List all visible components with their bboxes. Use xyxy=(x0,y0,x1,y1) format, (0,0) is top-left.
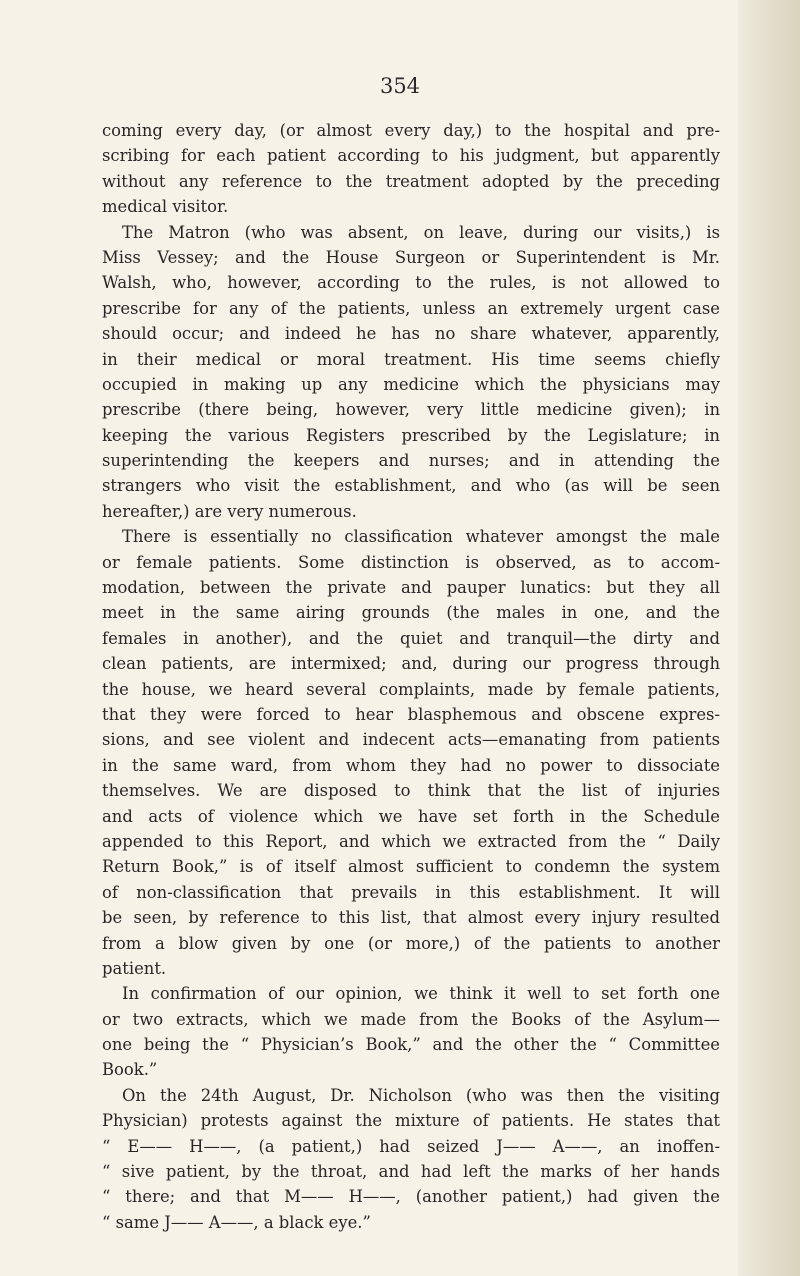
text-line: or two extracts, which we made from the Books of the Asylum— xyxy=(102,1009,720,1029)
text-line: keeping the various Registers prescribed by the Legislature; in xyxy=(102,425,720,445)
text-line: medical visitor. xyxy=(102,197,229,217)
text-line: clean patients, are intermixed; and, during our progress through xyxy=(102,654,720,674)
text-line: “ E—— H——, (a patient,) had seized J—— A——, an inoffen- xyxy=(102,1136,720,1156)
text-line: coming every day, (or almost every day,) to the hospital and pre- xyxy=(102,121,720,140)
text-line: In confirmation of our opinion, we think it well to set forth one xyxy=(122,984,720,1004)
text-line: meet in the same airing grounds (the males in one, and the xyxy=(102,603,720,623)
page-gutter-shadow xyxy=(738,0,800,1276)
text-line: Return Book,” is of itself almost sufficient to condemn the system xyxy=(102,857,720,877)
text-line: occupied in making up any medicine which the physicians may xyxy=(102,374,720,394)
text-line: from a blow given by one (or more,) of the patients to another xyxy=(102,933,720,953)
text-line: in their medical or moral treatment. His time seems chiefly xyxy=(102,349,720,369)
text-line: one being the “ Physician’s Book,” and the other the “ Committee xyxy=(102,1035,720,1055)
text-line: The Matron (who was absent, on leave, during our visits,) is xyxy=(122,222,720,242)
text-line: hereafter,) are very numerous. xyxy=(102,501,357,521)
text-line: that they were forced to hear blasphemous and obscene expres- xyxy=(102,704,720,724)
text-line: Book.” xyxy=(102,1060,158,1080)
text-line: themselves. We are disposed to think that the list of injuries xyxy=(102,781,720,801)
text-line: without any reference to the treatment adopted by the preceding xyxy=(102,171,720,191)
text-line: females in another), and the quiet and tranquil—the dirty and xyxy=(102,628,720,648)
text-line: Miss Vessey; and the House Surgeon or Superintendent is Mr. xyxy=(102,247,720,267)
text-line: superintending the keepers and nurses; and in attending the xyxy=(102,451,720,471)
text-line: scribing for each patient according to his judgment, but apparently xyxy=(102,146,720,166)
text-line: of non-classification that prevails in this establishment. It will xyxy=(102,882,720,902)
text-line: prescribe (there being, however, very little medicine given); in xyxy=(102,400,720,420)
text-line: or female patients. Some distinction is observed, as to accom- xyxy=(102,552,720,572)
text-line: the house, we heard several complaints, made by female patients, xyxy=(102,679,720,699)
text-line: appended to this Report, and which we extracted from the “ Daily xyxy=(102,831,720,851)
text-line: “ sive patient, by the throat, and had left the marks of her hands xyxy=(102,1162,720,1182)
text-line: On the 24th August, Dr. Nicholson (who was then the visiting xyxy=(122,1085,720,1105)
text-line: in the same ward, from whom they had no power to dissociate xyxy=(102,755,720,775)
text-line: and acts of violence which we have set forth in the Schedule xyxy=(102,806,720,826)
text-line: be seen, by reference to this list, that almost every injury resulted xyxy=(102,908,720,928)
text-line: Physician) protests against the mixture of patients. He states that xyxy=(102,1111,720,1131)
text-line: modation, between the private and pauper lunatics: but they all xyxy=(102,578,720,598)
text-line: “ there; and that M—— H——, (another patient,) had given the xyxy=(102,1187,720,1207)
text-line: “ same J—— A——, a black eye.” xyxy=(102,1212,371,1232)
text-line: prescribe for any of the patients, unless an extremely urgent case xyxy=(102,298,720,318)
text-line: There is essentially no classification whatever amongst the male xyxy=(122,527,720,547)
text-line: strangers who visit the establishment, and who (as will be seen xyxy=(102,476,720,496)
text-line: patient. xyxy=(102,958,167,978)
text-line: sions, and see violent and indecent acts—emanating from patients xyxy=(102,730,720,750)
text-line: Walsh, who, however, according to the rules, is not allowed to xyxy=(102,273,720,293)
page-number: 354 xyxy=(379,74,421,98)
body-text xyxy=(102,118,720,1235)
text-line: should occur; and indeed he has no share whatever, apparently, xyxy=(102,324,720,344)
